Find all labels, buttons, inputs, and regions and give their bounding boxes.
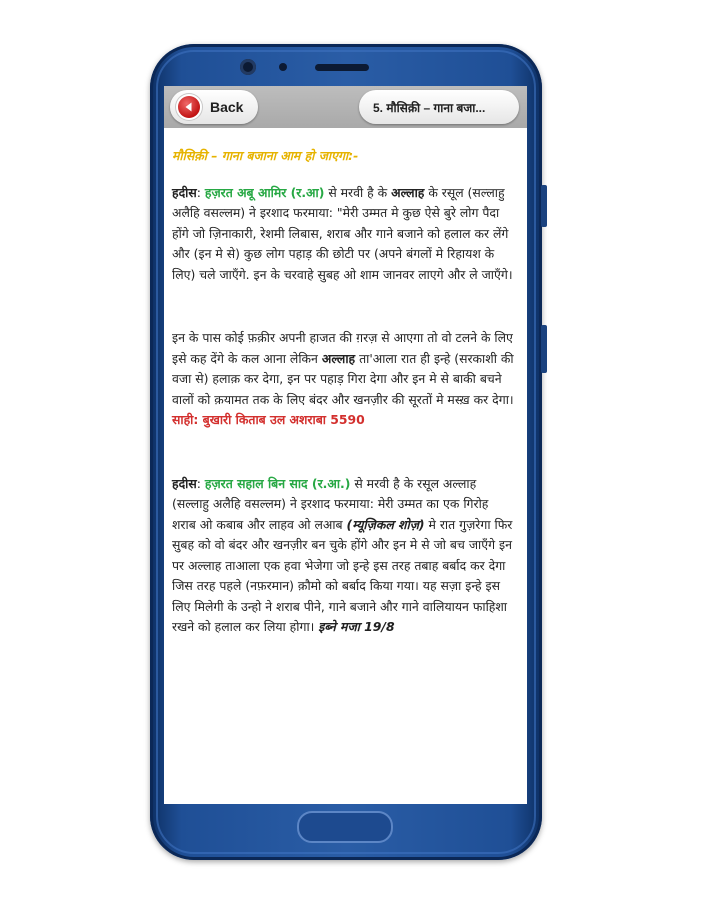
chapter-title: 5. मौसिक़ी – गाना बजा... <box>359 90 519 124</box>
app-toolbar <box>164 86 527 128</box>
hadith-label: हदीस <box>172 475 197 491</box>
hadith-text: मे रात गुज़रेगा फिर सुबह को वो बंदर और खनज़ीर बन चुके होंगे और इन मे से जो बच जाएँगे इन पर अल्लाह ताआला एक हवा भेजेगा जो इन्हे इस तरह तबाह बर्बाद कर देगा जिस तरह पहले (नफ़रमान) क़ौमो को बर्बाद किया गया। यह सज़ा इन्हे इस लिए मिलेगी के उन्हो ने शराब पीने, गाने बजाने और गाने वालियायन फाहिशा रखने को हलाल कर लिया होगा। <box>172 516 513 634</box>
proximity-sensor <box>279 63 287 71</box>
article-content[interactable] <box>172 134 515 638</box>
section-heading: मौसिक़ी – गाना बजाना आम हो जाएगा:- <box>172 148 359 163</box>
hadith-reference: इब्ने मजा 19/8 <box>318 619 395 634</box>
hadith-paragraph-1-continued <box>172 328 515 431</box>
home-button[interactable] <box>297 811 393 843</box>
phone-screen <box>164 86 527 804</box>
earpiece-speaker <box>315 64 369 71</box>
narrator-name: हज़रत अबू आमिर (र.आ) <box>204 184 325 200</box>
volume-button <box>541 185 547 227</box>
hadith-text: इन के पास कोई फ़क़ीर अपनी हाजत की ग़रज़ से आएगा तो वो टलने के लिए इसे कह देंगे के कल आना लेकिन <box>172 330 513 366</box>
narrator-name: हज़रत सहाल बिन साद (र.आ.) <box>204 475 351 491</box>
hadith-paragraph-1: हदीस: हज़रत अबू आमिर (र.आ) से मरवी है के अल्लाह के रसूल (सल्लाहु अलैहि वसल्लम) ने इरशाद फरमाया: "मेरी उम्मत मे कुछ ऐसे बुरे लोग पैदा होंगे जो ज़िनाकारी, रेशमी लिबास, शराब और गाने बजाने को हलाल कर लेंगे और (इन मे से) कुछ लोग पहाड़ की छोटी पर (अपने बंगलों मे रिहायश के लिए) चले जाएँगे. इन के चरवाहे सुबह ओ शाम जानवर लाएगे और ले जाएँगे। <box>172 184 513 282</box>
red-left-arrow-circle-icon <box>178 96 200 118</box>
power-button <box>541 325 547 373</box>
hadith-label: हदीस <box>172 184 197 200</box>
allah-word: अल्लाह <box>391 184 425 200</box>
hadith-text: से मरवी है के <box>324 184 392 200</box>
emphasis-text: (म्यूज़िकल शोज़) <box>346 516 425 532</box>
hadith-reference: साही: बुखारी किताब उल अशराबा 5590 <box>172 412 365 427</box>
hadith-text: से मरवी है के रसूल अल्लाह (सल्लाहु अलैहि वसल्लम) ने इरशाद फरमाया: मेरी उम्मत का एक गिरोह शराब ओ कबाब और लाहव ओ लआब <box>172 475 489 532</box>
back-button-label: Back <box>210 99 244 115</box>
front-camera <box>240 59 256 75</box>
hadith-text: के रसूल (सल्लाहु अलैहि वसल्लम) ने इरशाद फरमाया: "मेरी उम्मत मे कुछ ऐसे बुरे लोग पैदा होंगे जो ज़िनाकारी, रेशमी लिबास, शराब और गाने बजाने को हलाल कर लेंगे और (इन मे से) कुछ लोग पहाड़ की छोटी पर (अपने बंगलों मे रिहायश के लिए) चले जाएँगे. इन के चरवाहे सुबह ओ शाम जानवर लाएगे और ले जाएँगे। <box>172 184 513 282</box>
back-button[interactable] <box>170 90 258 124</box>
hadith-text: ता'आला रात ही इन्हे (सरकाशी की वजा से) हलाक़ कर देगा, इन पर पहाड़ गिरा देगा और इन मे से बाकी बचने वालों को क़यामत तक के लिए बंदर और खनज़ीर की सूरतों मे मस्ख़ कर देगा। <box>172 350 514 407</box>
hadith-paragraph-2: हदीस: हज़रत सहाल बिन साद (र.आ.) से मरवी है के रसूल अल्लाह (सल्लाहु अलैहि वसल्लम) ने इरशाद फरमाया: मेरी उम्मत का एक गिरोह शराब ओ कबाब और लाहव ओ लआब (म्यूज़िकल शोज़) मे रात गुज़रेगा फिर सुबह को वो बंदर और खनज़ीर बन चुके होंगे और इन मे से जो बच जाएँगे इन पर अल्लाह ताआला एक हवा भेजेगा जो इन्हे इस तरह तबाह बर्बाद कर देगा जिस तरह पहले (नफ़रमान) क़ौमो को बर्बाद किया गया। यह सज़ा इन्हे इस लिए मिलेगी के उन्हो ने शराब पीने, गाने बजाने और गाने वालियायन फाहिशा रखने को हलाल कर लिया होगा। इब्ने मजा 19/8 <box>172 475 513 634</box>
allah-word: अल्लाह <box>321 350 356 366</box>
